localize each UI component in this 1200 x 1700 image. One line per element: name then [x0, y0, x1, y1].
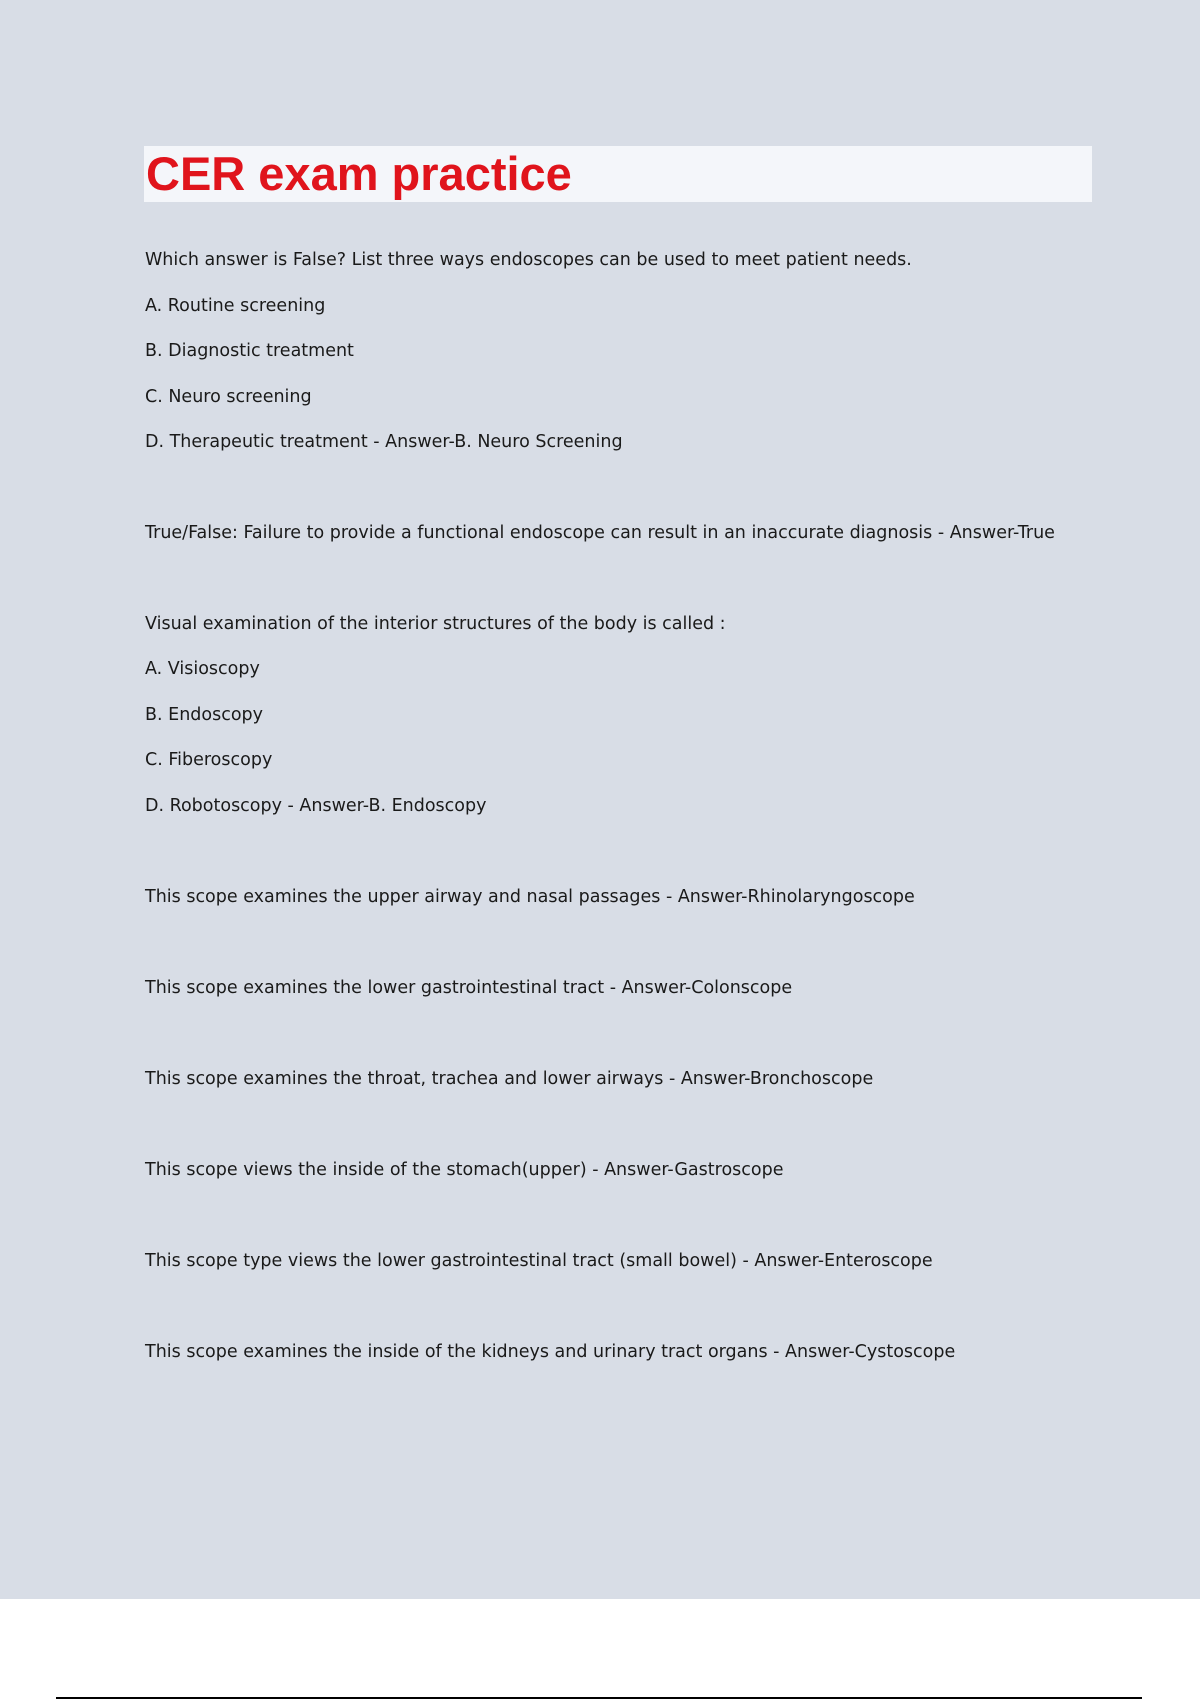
question-8: This scope type views the lower gastrointestinal tract (small bowel) - Answer-Enteroscope: [145, 1251, 933, 1271]
question-3-option-a: A. Visioscopy: [145, 659, 260, 679]
question-9: This scope examines the inside of the kidneys and urinary tract organs - Answer-Cystoscope: [145, 1342, 956, 1362]
question-1-option-a: A. Routine screening: [145, 296, 326, 316]
question-6: This scope examines the throat, trachea and lower airways - Answer-Bronchoscope: [145, 1069, 874, 1089]
footer-rule: [56, 1697, 1142, 1699]
question-3-option-c: C. Fiberoscopy: [145, 750, 273, 770]
question-1-option-d: D. Therapeutic treatment - Answer-B. Neuro Screening: [145, 432, 623, 452]
question-1-option-b: B. Diagnostic treatment: [145, 341, 354, 361]
question-3-prompt: Visual examination of the interior structures of the body is called :: [145, 614, 726, 634]
question-7: This scope views the inside of the stomach(upper) - Answer-Gastroscope: [145, 1160, 784, 1180]
question-1-prompt: Which answer is False? List three ways endoscopes can be used to meet patient needs.: [145, 250, 912, 270]
question-1-option-c: C. Neuro screening: [145, 387, 312, 407]
question-5: This scope examines the lower gastrointestinal tract - Answer-Colonscope: [145, 978, 793, 998]
question-3-option-b: B. Endoscopy: [145, 705, 264, 725]
page-title: CER exam practice: [146, 147, 572, 200]
question-3-option-d: D. Robotoscopy - Answer-B. Endoscopy: [145, 796, 487, 816]
question-2: True/False: Failure to provide a functional endoscope can result in an inaccurate diagnosis - Answer-True: [145, 523, 1055, 543]
question-4: This scope examines the upper airway and nasal passages - Answer-Rhinolaryngoscope: [145, 887, 915, 907]
